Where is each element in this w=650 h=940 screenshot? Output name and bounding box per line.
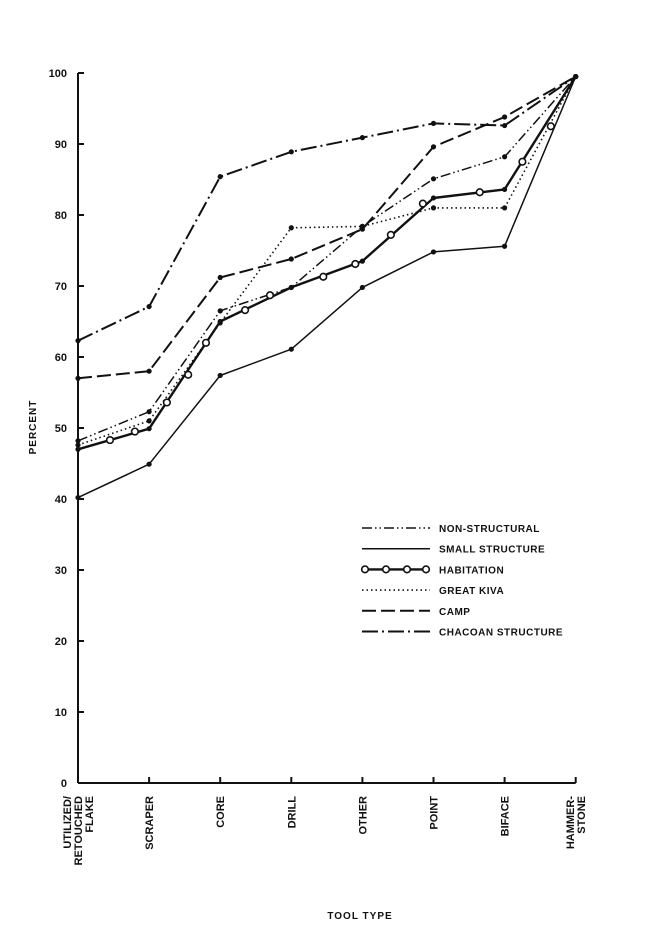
legend-marker — [404, 566, 411, 573]
series-line — [78, 77, 576, 498]
x-tick-label — [215, 796, 227, 828]
series-point — [502, 114, 507, 119]
series-point — [431, 176, 436, 181]
series-point — [289, 347, 294, 352]
legend-entry — [362, 565, 504, 576]
y-tick-label: 40 — [54, 494, 67, 506]
x-tick-label-line: BIFACE — [499, 796, 512, 837]
y-tick-label: 100 — [48, 68, 67, 80]
habitation-marker — [107, 437, 114, 444]
series-point — [502, 154, 507, 159]
habitation-marker — [203, 340, 210, 347]
series-point — [431, 144, 436, 149]
x-axis-tick-labels — [62, 796, 588, 866]
legend-entry — [362, 607, 470, 618]
habitation-marker — [267, 292, 274, 299]
series-point — [75, 338, 80, 343]
x-tick-label-line: HAMMER- — [565, 796, 578, 850]
x-tick-label-line: CORE — [215, 796, 228, 828]
y-tick-label: 0 — [60, 778, 67, 790]
chart-axes — [78, 73, 576, 783]
series-point — [147, 462, 152, 467]
x-tick-label — [144, 796, 156, 850]
x-tick-label-line: OTHER — [357, 796, 370, 835]
habitation-marker — [185, 371, 192, 378]
series-point — [147, 426, 152, 431]
x-tick-label-line: RETOUCHED — [73, 796, 85, 866]
legend-marker — [362, 566, 369, 573]
legend-entry — [362, 545, 545, 556]
series-point — [218, 320, 223, 325]
legend-entry — [362, 628, 563, 639]
habitation-marker — [132, 428, 139, 435]
habitation-marker — [320, 273, 327, 280]
series-point — [360, 259, 365, 264]
habitation-marker — [164, 399, 171, 406]
series-point — [218, 275, 223, 280]
legend-marker — [423, 566, 430, 573]
series-point — [147, 409, 152, 414]
x-tick-label — [357, 796, 369, 835]
legend-label: SMALL STRUCTURE — [439, 544, 546, 556]
series-point — [75, 495, 80, 500]
x-tick-label — [62, 796, 96, 866]
legend-marker — [383, 566, 390, 573]
legend — [362, 524, 563, 639]
series-point — [289, 256, 294, 261]
series-line — [78, 77, 576, 379]
y-axis-title: PERCENT — [28, 399, 39, 455]
series-point — [431, 195, 436, 200]
series-point — [573, 74, 578, 79]
series-point — [75, 376, 80, 381]
series-point — [147, 304, 152, 309]
y-tick-label: 30 — [54, 565, 67, 577]
series-point — [431, 121, 436, 126]
x-tick-label — [286, 796, 298, 829]
legend-label: CAMP — [439, 606, 471, 618]
series-lines — [78, 77, 576, 498]
series-point — [218, 174, 223, 179]
series-line — [78, 77, 576, 441]
legend-entry — [362, 586, 504, 597]
series-point — [502, 205, 507, 210]
series-point — [502, 187, 507, 192]
legend-entry — [362, 524, 540, 535]
series-line — [78, 77, 576, 450]
series-point — [289, 149, 294, 154]
series-point — [431, 205, 436, 210]
habitation-marker — [519, 158, 526, 165]
legend-label: GREAT KIVA — [439, 586, 505, 598]
series-point — [360, 135, 365, 140]
series-point — [75, 442, 80, 447]
habitation-marker — [548, 123, 555, 130]
x-tick-label-line: SCRAPER — [144, 796, 157, 850]
series-point — [147, 369, 152, 374]
series-line — [78, 77, 576, 446]
series-point — [289, 225, 294, 230]
habitation-marker — [476, 189, 483, 196]
legend-label: NON-STRUCTURAL — [439, 524, 540, 535]
y-tick-label: 90 — [54, 139, 67, 151]
y-tick-label: 60 — [54, 352, 67, 364]
x-tick-label-line: UTILIZED/ — [62, 796, 74, 849]
series-point — [218, 308, 223, 313]
series-point — [289, 285, 294, 290]
series-point — [360, 227, 365, 232]
habitation-marker — [242, 307, 249, 314]
series-point — [502, 244, 507, 249]
legend-label: HABITATION — [439, 565, 505, 577]
series-point — [431, 249, 436, 254]
x-tick-label — [500, 796, 512, 836]
y-tick-label: 70 — [54, 281, 67, 293]
habitation-marker — [388, 232, 395, 239]
x-tick-label-line: STONE — [576, 796, 589, 834]
series-point — [502, 123, 507, 128]
x-tick-label — [565, 796, 588, 849]
x-tick-label — [429, 796, 441, 830]
series-point — [147, 418, 152, 423]
y-axis-tick-labels — [49, 68, 67, 790]
x-tick-label-line: DRILL — [286, 796, 299, 829]
x-tick-label-line: POINT — [428, 796, 441, 830]
habitation-marker — [420, 200, 427, 207]
y-tick-label: 10 — [54, 707, 67, 719]
legend-label: CHACOAN STRUCTURE — [439, 627, 564, 639]
y-tick-label: 80 — [54, 210, 67, 222]
habitation-marker — [352, 261, 359, 268]
series-points — [75, 74, 578, 500]
x-tick-label-line: FLAKE — [84, 796, 96, 833]
series-point — [218, 373, 223, 378]
x-axis-title: TOOL TYPE — [327, 911, 393, 922]
series-point — [360, 285, 365, 290]
y-tick-label: 20 — [54, 636, 67, 648]
y-tick-label: 50 — [54, 423, 67, 435]
